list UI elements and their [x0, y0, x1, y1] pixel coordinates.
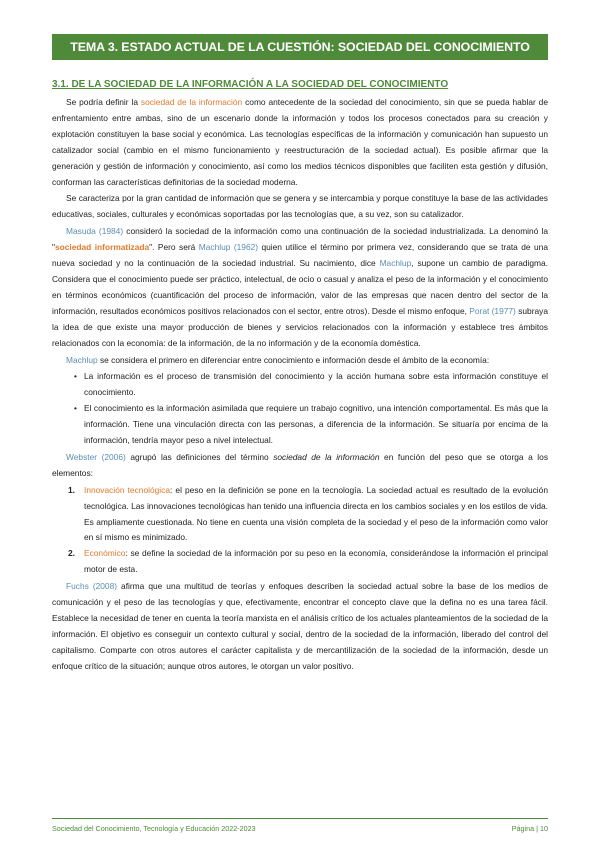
footer-divider: [52, 818, 548, 819]
paragraph-2: Se caracteriza por la gran cantidad de información que se genera y se intercambia y porque constituye la base de las actividades educativas, sociales, culturales y económicas soportadas por las tecnologías que, a su vez, son su catalizador.: [52, 193, 548, 220]
bullet-item: [74, 369, 548, 401]
paragraph-4: [52, 353, 548, 369]
highlight-term: sociedad informatizada: [54, 242, 150, 253]
paragraph-3: [52, 224, 548, 351]
document-body: [52, 78, 548, 676]
bullet-icon: •: [74, 403, 77, 414]
footer-page-number: Página | 10: [511, 824, 548, 833]
bullet-text: El conocimiento es la información asimilada que requiere un trabajo cognitivo, una intención comportamental. Es más que la información. Tiene una vinculación directa con las personas, a diferencia de la información. Se situaría por encima de la información, tendría mayor peso a nivel intelectual.: [84, 403, 548, 446]
list-text: : el peso en la definición se pone en la tecnología. La sociedad actual es resultado de la evolución tecnológica. Las innovaciones tecnológicas han tenido una influencia directa en los cambios sociales y en los estilos de vida. Es ampliamente cuestionada. No tiene en cuenta una visión completa de la sociedad y el peso de la información como valor en sí mismo es minimizado.: [84, 484, 548, 543]
list-term: Innovación tecnológica: [84, 484, 170, 495]
p3-text-b: ". Pero será: [149, 242, 199, 253]
list-text: : se define la sociedad de la información por su peso en la economía, considerándose la información el principal motor de esta.: [84, 548, 548, 575]
paragraph-5: [52, 450, 548, 482]
bullet-text: La información es el proceso de transmisión del conocimiento y la acción humana sobre esta información constituye el conocimiento.: [84, 371, 548, 398]
p5-text-b: en función del peso que se otorga a los elementos:: [52, 451, 549, 478]
citation-fuchs: Fuchs (2008): [66, 581, 118, 592]
p5-text-a: agrupó las definiciones del término: [125, 451, 274, 462]
p3-text-c: quien utilice el término por primera vez, considerando que se trata de una nueva sociedad y no la continuación de la sociedad industrial. Su nacimiento, dice: [52, 242, 548, 269]
p3-text-e: subraya la idea de que existe una mayor producción de bienes y servicios relacionados con la información y establece tres ámbitos relacionados con la economía: de la información, de la no información y de la economía doméstica.: [52, 305, 548, 348]
section-heading: 3.1. DE LA SOCIEDAD DE LA INFORMACIÓN A LA SOCIEDAD DEL CONOCIMIENTO: [52, 79, 449, 90]
list-number: 1.: [68, 484, 75, 495]
bullet-list: [52, 369, 548, 449]
highlight-term: sociedad de la información: [140, 97, 243, 107]
list-term: Económico: [84, 548, 126, 559]
list-item: [68, 546, 548, 578]
p5-emphasis: sociedad de la información: [273, 451, 380, 462]
p3-text-d: , supone un cambio de paradigma. Considera que el conocimiento puede ser práctico, intelectual, de ocio o casual y analiza el peso de la información y el conocimiento en términos económicos (cuantificación del proceso de información, valor de las empresas que nacen dentro del sector de la información, resultados económicos positivos relacionados con el sector, entre otros). Desde el mismo enfoque,: [52, 258, 549, 316]
paragraph-1: [52, 95, 548, 190]
p1-text-b: como antecedente de la sociedad del conocimiento, sin que se pueda hablar de enfrentamiento entre ambas, sino de un escenario donde la información y todos los procesos conectados para su creación y explotación constituyen la base social y económica. Las tecnologías específicas de la información y comunicación han supuesto un catalizador social (cambio en el mismo funcionamiento y reestructuración de la sociedad actual). Es posible afirmar que la generación y gestión de información y conocimiento, así como los medios técnicos disponibles que faciliten esta gestión y difusión, conforman las características definitorias de la sociedad moderna.: [52, 97, 548, 187]
bullet-item: [74, 401, 548, 449]
chapter-title-banner: TEMA 3. ESTADO ACTUAL DE LA CUESTIÓN: SOCIEDAD DEL CONOCIMIENTO: [52, 34, 548, 60]
p3-text-a: consideró la sociedad de la información como una continuación de la sociedad industrializada. La denominó la ": [52, 226, 548, 253]
footer-course-title: Sociedad del Conocimiento, Tecnología y Educación 2022-2023: [52, 824, 256, 833]
citation-porat: Porat (1977): [469, 305, 516, 316]
citation-webster: Webster (2006): [66, 451, 126, 462]
citation-masuda: Masuda (1984): [66, 226, 124, 237]
citation-machlup: Machlup: [66, 354, 98, 365]
p6-text: afirma que una multitud de teorías y enfoques describen la sociedad actual sobre la base de los medios de comunicación y el peso de las tecnologías y que, efectivamente, encontrar el concepto clave que la defina no es una tarea fácil. Establece la necesidad de tener en cuenta la teoría marxista en el análisis crítico de los actuales planteamientos de la sociedad de la información. El objetivo es conseguir un contexto cultural y social, dentro de la sociedad de la información, liberado del control del capitalismo. Comparte con otros autores el carácter capitalista y de mercantilización de la sociedad de la información, desde un enfoque crítico de la situación; aunque otros autores, le otorgan un valor positivo.: [52, 581, 548, 671]
list-number: 2.: [68, 548, 75, 559]
paragraph-6: [52, 579, 548, 674]
list-item: [68, 483, 548, 547]
numbered-list: [52, 483, 548, 578]
bullet-icon: •: [74, 371, 77, 382]
citation-machlup-1962: Machlup (1962): [198, 242, 259, 253]
p1-text-a: Se podría definir la: [66, 97, 141, 107]
p4-text: se considera el primero en diferenciar entre conocimiento e información desde el ámbito de la economía:: [97, 354, 490, 365]
citation-machlup: Machlup: [379, 258, 412, 269]
